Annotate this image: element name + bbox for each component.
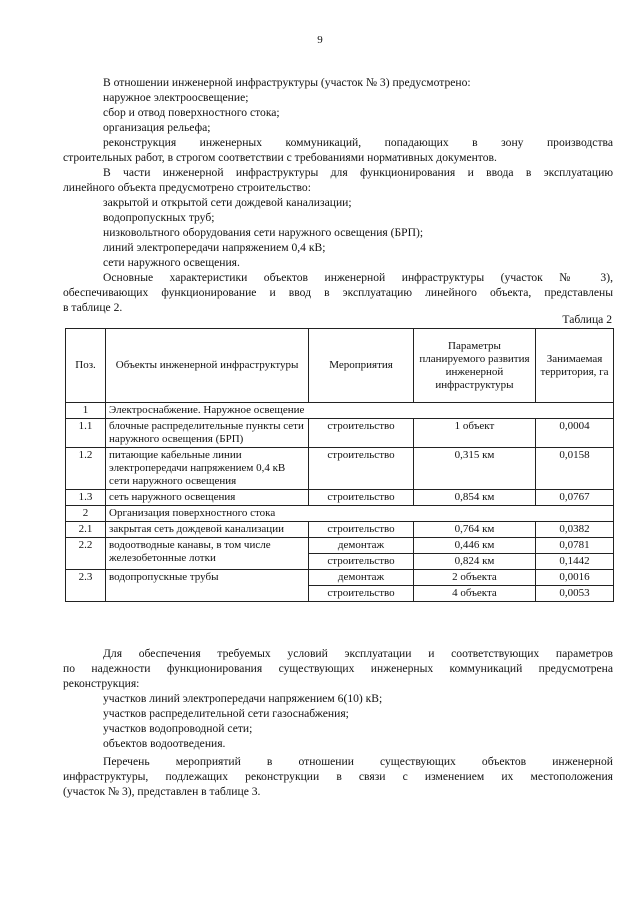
- header-objects: Объекты инженерной инфраструктуры: [106, 329, 309, 403]
- section-pos: 2: [66, 506, 106, 522]
- paragraph-line: инфраструктуры, подлежащих реконструкции в связи с изменением их местоположения: [63, 770, 613, 783]
- cell-pos: 1.2: [66, 448, 106, 490]
- header-params: Параметры планируемого развития инженерной инфраструктуры: [413, 329, 535, 403]
- paragraph-line: по надежности функционирования существующих инженерных коммуникаций предусмотрена: [63, 662, 613, 675]
- header-activities: Мероприятия: [309, 329, 414, 403]
- paragraph-line: В части инженерной инфраструктуры для функционирования и ввода в эксплуатацию: [103, 166, 613, 179]
- cell-object: закрытая сеть дождевой канализации: [106, 522, 309, 538]
- cell-param: 2 объекта: [413, 570, 535, 586]
- header-pos: Поз.: [66, 329, 106, 403]
- cell-pos: 2.3: [66, 570, 106, 602]
- list-item: закрытой и открытой сети дождевой канализации;: [103, 196, 352, 209]
- table-caption: Таблица 2: [562, 313, 612, 326]
- paragraph-line: в таблице 2.: [63, 301, 123, 314]
- list-item: наружное электроосвещение;: [103, 91, 249, 104]
- paragraph-line: обеспечивающих функционирование и ввод в эксплуатацию линейного объекта, представлены: [63, 286, 613, 299]
- cell-param: 0,854 км: [413, 490, 535, 506]
- cell-territory: 0,0382: [536, 522, 614, 538]
- page-number: 9: [317, 34, 323, 46]
- cell-activity: строительство: [309, 554, 414, 570]
- cell-territory: 0,0053: [536, 586, 614, 602]
- cell-object: сеть наружного освещения: [106, 490, 309, 506]
- cell-pos: 2.1: [66, 522, 106, 538]
- table-row: [66, 448, 614, 490]
- list-item: организация рельефа;: [103, 121, 211, 134]
- cell-activity: демонтаж: [309, 538, 414, 554]
- cell-activity: строительство: [309, 419, 414, 448]
- list-item: объектов водоотведения.: [103, 737, 226, 750]
- paragraph-line: реконструкция:: [63, 677, 140, 690]
- cell-territory: 0,1442: [536, 554, 614, 570]
- cell-activity: строительство: [309, 490, 414, 506]
- list-item: участков распределительной сети газоснабжения;: [103, 707, 349, 720]
- cell-activity: демонтаж: [309, 570, 414, 586]
- paragraph-line: линейного объекта предусмотрено строительство:: [63, 181, 311, 194]
- list-item: участков линий электропередачи напряжением 6(10) кВ;: [103, 692, 383, 705]
- cell-territory: 0,0016: [536, 570, 614, 586]
- cell-param: 0,446 км: [413, 538, 535, 554]
- paragraph-line: (участок № 3), представлен в таблице 3.: [63, 785, 261, 798]
- header-territory: Занимаемая территория, га: [536, 329, 614, 403]
- paragraph-line: Для обеспечения требуемых условий эксплуатации и соответствующих параметров: [103, 647, 613, 660]
- cell-territory: 0,0158: [536, 448, 614, 490]
- cell-object: водоотводные канавы, в том числе железобетонные лотки: [106, 538, 309, 570]
- section-row: [66, 506, 614, 522]
- paragraph-line: Основные характеристики объектов инженерной инфраструктуры (участок № 3),: [103, 271, 613, 284]
- cell-param: 4 объекта: [413, 586, 535, 602]
- cell-territory: 0,0781: [536, 538, 614, 554]
- table-row: [66, 522, 614, 538]
- list-item-line: строительных работ, в строгом соответствии с требованиями нормативных документов.: [63, 151, 497, 164]
- paragraph-intro: В отношении инженерной инфраструктуры (участок № 3) предусмотрено:: [103, 76, 471, 89]
- cell-param: 0,764 км: [413, 522, 535, 538]
- section-row: [66, 403, 614, 419]
- cell-object: блочные распределительные пункты сети наружного освещения (БРП): [106, 419, 309, 448]
- list-item: сбор и отвод поверхностного стока;: [103, 106, 280, 119]
- section-title: Электроснабжение. Наружное освещение: [106, 403, 614, 419]
- cell-activity: строительство: [309, 522, 414, 538]
- cell-param: 1 объект: [413, 419, 535, 448]
- list-item: участков водопроводной сети;: [103, 722, 253, 735]
- paragraph-line: Перечень мероприятий в отношении существующих объектов инженерной: [103, 755, 613, 768]
- list-item: линий электропередачи напряжением 0,4 кВ;: [103, 241, 326, 254]
- cell-pos: 1.1: [66, 419, 106, 448]
- list-item: водопропускных труб;: [103, 211, 215, 224]
- cell-activity: строительство: [309, 586, 414, 602]
- list-item: низковольтного оборудования сети наружного освещения (БРП);: [103, 226, 424, 239]
- section-title: Организация поверхностного стока: [106, 506, 614, 522]
- table-row: [66, 490, 614, 506]
- cell-object: водопропускные трубы: [106, 570, 309, 602]
- cell-territory: 0,0767: [536, 490, 614, 506]
- cell-territory: 0,0004: [536, 419, 614, 448]
- table-row: [66, 538, 614, 554]
- table-row: [66, 419, 614, 448]
- cell-param: 0,824 км: [413, 554, 535, 570]
- infrastructure-table: [65, 328, 614, 602]
- cell-pos: 2.2: [66, 538, 106, 570]
- list-item-line: реконструкция инженерных коммуникаций, попадающих в зону производства: [103, 136, 613, 149]
- table-row: [66, 570, 614, 586]
- cell-object: питающие кабельные линии электропередачи напряжением 0,4 кВ сети наружного освещения: [106, 448, 309, 490]
- list-item: сети наружного освещения.: [103, 256, 240, 269]
- table-header-row: [66, 329, 614, 403]
- cell-pos: 1.3: [66, 490, 106, 506]
- section-pos: 1: [66, 403, 106, 419]
- cell-activity: строительство: [309, 448, 414, 490]
- cell-param: 0,315 км: [413, 448, 535, 490]
